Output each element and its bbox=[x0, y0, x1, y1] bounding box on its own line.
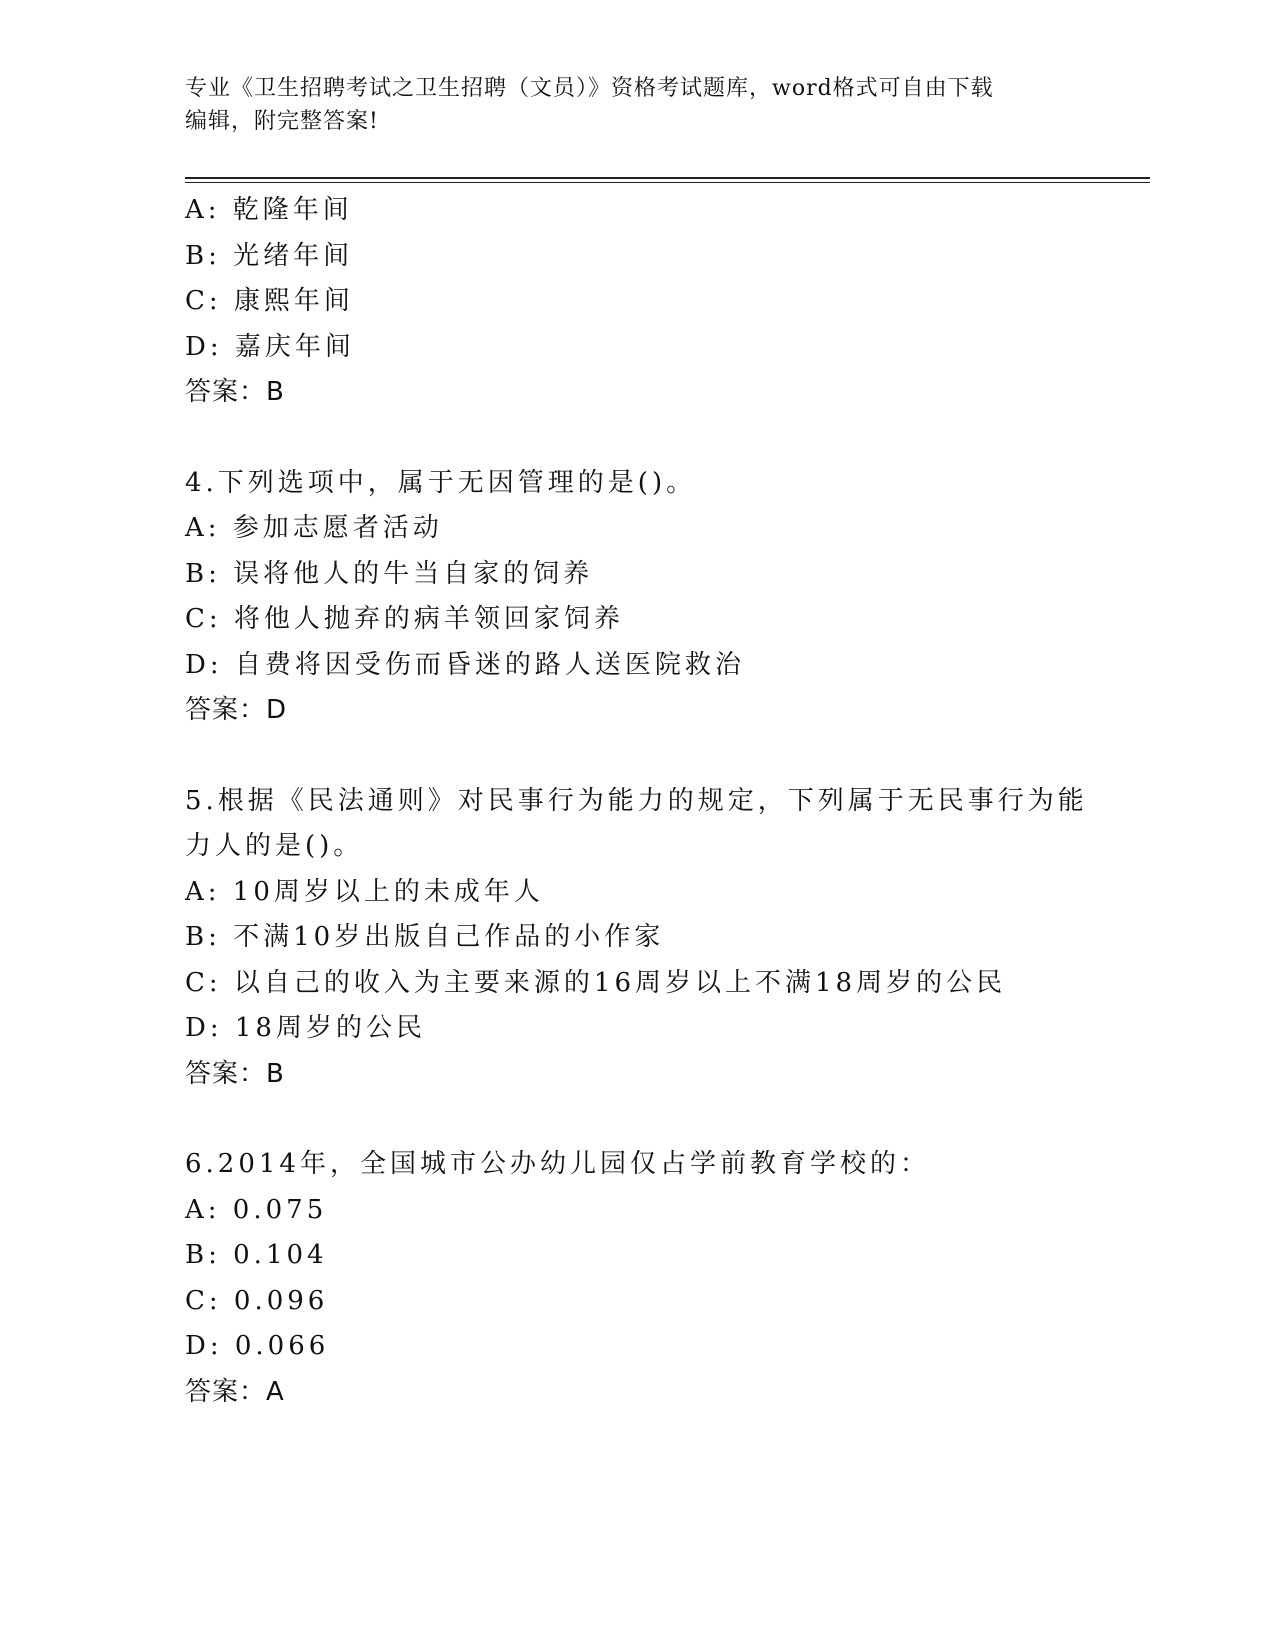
option-c: C: 康熙年间 bbox=[185, 286, 354, 316]
question-3-partial bbox=[185, 188, 1125, 416]
option-d: D: 自费将因受伤而昏迷的路人送医院救治 bbox=[185, 649, 745, 680]
question-stem: 4.下列选项中，属于无因管理的是()。 bbox=[185, 467, 697, 498]
question-stem-line-1: 5.根据《民法通则》对民事行为能力的规定，下列属于无民事行为能 bbox=[185, 785, 1088, 816]
option-b: B: 误将他人的牛当自家的饲养 bbox=[185, 558, 594, 589]
option-a: A: 0.075 bbox=[185, 1194, 328, 1225]
option-d: D: 18周岁的公民 bbox=[185, 1013, 426, 1043]
header-line-2: 编辑，附完整答案! bbox=[185, 109, 379, 134]
question-list bbox=[185, 188, 1125, 1415]
question-6 bbox=[185, 1142, 1125, 1415]
question-stem-line-2: 力人的是()。 bbox=[185, 831, 364, 861]
option-a: A: 乾隆年间 bbox=[185, 195, 353, 225]
option-b: B: 0.104 bbox=[185, 1240, 328, 1270]
option-c: C: 以自己的收入为主要来源的16周岁以上不满18周岁的公民 bbox=[185, 967, 1007, 998]
question-5 bbox=[185, 779, 1125, 1098]
answer: 答案：A bbox=[185, 1376, 285, 1407]
header-divider-thin bbox=[185, 182, 1150, 183]
option-b: B: 不满10岁出版自己作品的小作家 bbox=[185, 922, 665, 952]
question-stem: 6.2014年，全国城市公办幼儿园仅占学前教育学校的： bbox=[185, 1149, 930, 1179]
answer: 答案：B bbox=[185, 1058, 285, 1089]
option-a: A: 参加志愿者活动 bbox=[185, 513, 443, 543]
option-a: A: 10周岁以上的未成年人 bbox=[185, 876, 544, 907]
option-b: B: 光绪年间 bbox=[185, 240, 354, 271]
header-divider-thick bbox=[185, 177, 1150, 179]
option-d: D: 嘉庆年间 bbox=[185, 331, 355, 362]
option-c: C: 0.096 bbox=[185, 1285, 329, 1316]
answer: 答案：D bbox=[185, 695, 288, 725]
option-c: C: 将他人抛弃的病羊领回家饲养 bbox=[185, 604, 624, 634]
document-header bbox=[185, 72, 1065, 138]
header-line-1: 专业《卫生招聘考试之卫生招聘（文员）》资格考试题库，word格式可自由下载 bbox=[185, 76, 994, 101]
question-4 bbox=[185, 461, 1125, 734]
option-d: D: 0.066 bbox=[185, 1331, 330, 1361]
answer: 答案：B bbox=[185, 377, 285, 407]
